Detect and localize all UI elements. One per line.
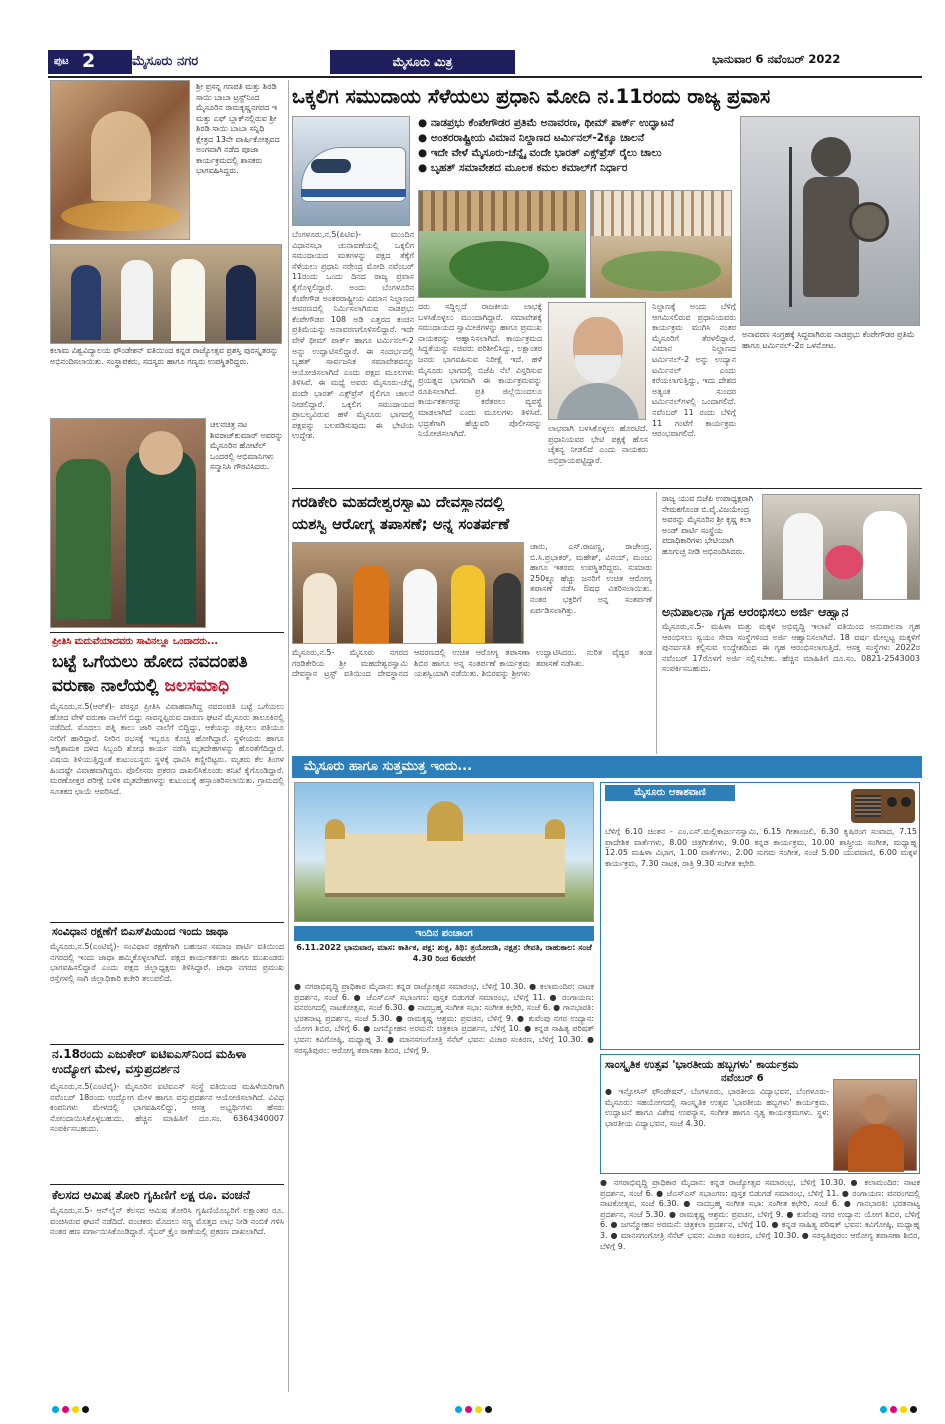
today-title: ಮೈಸೂರು ಹಾಗೂ ಸುತ್ತಮುತ್ತ ಇಂದು... xyxy=(304,759,473,774)
shivarajkumar-caption: ಚಲನಚಿತ್ರ ನಟ ಶಿವರಾಜ್‌ಕುಮಾರ್ ಅವರನ್ನು ಮೈಸೂರಿನ ಹೋಟೆಲ್ ಒಂದರಲ್ಲಿ ಅಭಿಮಾನಿಗಳು ಸನ್ಮಾನಿಸಿ ಗೌರವಿಸಿದರು. xyxy=(210,420,284,471)
garadi-headline-2: ಯಶಸ್ವಿ ಆರೋಗ್ಯ ತಪಾಸಣೆ; ಅನ್ನ ಸಂತರ್ಪಣೆ xyxy=(292,515,510,533)
reg-mark-yellow-3 xyxy=(900,1406,907,1413)
page-number: 2 xyxy=(82,50,96,72)
lead-bullets xyxy=(418,116,734,186)
column-divider xyxy=(288,80,289,1392)
rule-left-2 xyxy=(50,922,284,923)
reg-mark-black xyxy=(82,1406,89,1413)
bsp-story: ಮೈಸೂರು,ನ.5(ಎಂಟಿವೈ)- ಸಂವಿಧಾನ ರಕ್ಷಣೆಗಾಗಿ ಬಹುಜನ ಸಮಾಜ ಪಾರ್ಟಿ ವತಿಯಿಂದ ನಗರದಲ್ಲಿ ಇಂದು ಜಾಥಾ ಹಮ್ಮಿಕೊಳ್ಳಲಾಗಿದೆ. ಪಕ್ಷದ ಕಾರ್ಯಕರ್ತರು ಹಾಗೂ ಮುಖಂಡರು ಭಾಗವಹಿಸಲಿದ್ದಾರೆ ಎಂದು ಪಕ್ಷದ ಜಿಲ್ಲಾಧ್ಯಕ್ಷರು ತಿಳಿಸಿದ್ದಾರೆ. ಜಾಥಾ ನಗರದ ಪ್ರಮುಖ ರಸ್ತೆಗಳಲ್ಲಿ ಸಾಗಿ ಜಿಲ್ಲಾಧಿಕಾರಿ ಕಚೇರಿ ತಲುಪಲಿದೆ. xyxy=(50,942,284,983)
culture-text: ● ಇನ್ಫೋಸಿಸ್ ಫೌಂಡೇಷನ್, ಬೆಂಗಳೂರು, ಭಾರತೀಯ ವಿದ್ಯಾಭವನ, ಬೆಂಗಳೂರು-ಮೈಸೂರು: ಸಹಯೋಗದಲ್ಲಿ ಸಾಂಸ್ಕೃತಿಕ ಉತ್ಸವ 'ಭಾರತೀಯ ಹಬ್ಬಗಳು' ಕಾರ್ಯಕ್ರಮ. ಉದ್ಘಾಟನೆ ಹಾಗೂ ವಿಶೇಷ ಉಪನ್ಯಾಸ, ಸಂಗೀತ ಹಾಗೂ ನೃತ್ಯ ಕಾರ್ಯಕ್ರಮಗಳು. ಸ್ಥಳ: ಭಾರತೀಯ ವಿದ್ಯಾಭವನ, ಸಂಜೆ 4.30. xyxy=(605,1087,829,1128)
rule-left-4 xyxy=(50,1184,284,1185)
rule-garadi xyxy=(656,492,657,754)
lead-column-1: ಬೆಂಗಳೂರು,ನ.5(ಪಿಟಿಐ)- ಮುಂದಿನ ವಿಧಾನಸಭಾ ಚುನಾವಣೆಯಲ್ಲಿ ಒಕ್ಕಲಿಗ ಸಮುದಾಯದ ಮತಗಳನ್ನು ಪಕ್ಷದ ತೆಕ್ಕೆಗೆ ಸೆಳೆಯಲು ಪ್ರಧಾನಿ ನರೇಂದ್ರ ಮೋದಿ ನವೆಂಬರ್ 11ರಂದು ಒಂದು ದಿನದ ರಾಜ್ಯ ಪ್ರವಾಸ ಕೈಗೊಳ್ಳಲಿದ್ದಾರೆ. ಅಂದು ಬೆಂಗಳೂರಿನ ಕೆಂಪೇಗೌಡ ಅಂತರರಾಷ್ಟ್ರೀಯ ವಿಮಾನ ನಿಲ್ದಾಣದ ಆವರಣದಲ್ಲಿ ನಿರ್ಮಿಸಲಾಗಿರುವ ನಾಡಪ್ರಭು ಕೆಂಪೇಗೌಡರ 108 ಅಡಿ ಎತ್ತರದ ಕಂಚಿನ ಪ್ರತಿಮೆಯನ್ನು ಅನಾವರಣಗೊಳಿಸಲಿದ್ದಾರೆ. ಇದೇ ವೇಳೆ ಥೀಮ್ ಪಾರ್ಕ್ ಹಾಗೂ ಟರ್ಮಿನಲ್-2 ಅನ್ನು ಉದ್ಘಾಟಿಸಲಿದ್ದಾರೆ. ಈ ಸಂದರ್ಭದಲ್ಲಿ ಬೃಹತ್ ಸಾರ್ವಜನಿಕ ಸಮಾವೇಶವನ್ನೂ ಆಯೋಜಿಸಲಾಗಿದೆ ಎಂದು ಪಕ್ಷದ ಮೂಲಗಳು ತಿಳಿಸಿವೆ. ಈ ಮಧ್ಯೆ ಅವರು ಮೈಸೂರು-ಚೆನ್ನೈ ವಂದೇ ಭಾರತ್ ಎಕ್ಸ್‌ಪ್ರೆಸ್ ರೈಲಿಗೂ ಚಾಲನೆ ನೀಡಲಿದ್ದಾರೆ. ಒಕ್ಕಲಿಗ ಸಮುದಾಯದ ಪ್ರಾಬಲ್ಯವಿರುವ ಹಳೆ ಮೈಸೂರು ಭಾಗದಲ್ಲಿ ಪಕ್ಷವನ್ನು ಬಲಪಡಿಸುವುದು ಈ ಭೇಟಿಯ ಉದ್ದೇಶ. xyxy=(292,230,414,441)
reg-mark-cyan-2 xyxy=(455,1406,462,1413)
temple-pooja-photo xyxy=(50,80,190,240)
culture-title: ಸಾಂಸ್ಕೃತಿಕ ಉತ್ಸವ 'ಭಾರತೀಯ ಹಬ್ಬಗಳು' ಕಾರ್ಯಕ್ರಮ xyxy=(605,1058,799,1071)
reg-mark-cyan-3 xyxy=(880,1406,887,1413)
reg-mark-magenta-3 xyxy=(890,1406,897,1413)
shivarajkumar-photo xyxy=(50,418,206,628)
drowning-headline-1: ಬಟ್ಟೆ ಒಗೆಯಲು ಹೋದ ನವದಂಪತಿ xyxy=(52,652,248,672)
drowning-story: ಮೈಸೂರು,ನ.5(ಆರ್‌ಕೆ)- ಪರಸ್ಪರ ಪ್ರೀತಿಸಿ ವಿವಾಹವಾಗಿದ್ದ ನವದಂಪತಿ ಬಟ್ಟೆ ಒಗೆಯಲು ಹೋದ ವೇಳೆ ವರುಣಾ ನಾಲೆಗೆ ಬಿದ್ದು ಸಾವನ್ನಪ್ಪಿರುವ ದಾರುಣ ಘಟನೆ ಮೈಸೂರು ತಾಲೂಕಿನಲ್ಲಿ ನಡೆದಿದೆ. ಮೊದಲು ಪತ್ನಿ ಕಾಲು ಜಾರಿ ನಾಲೆಗೆ ಬಿದ್ದಿದ್ದು, ಆಕೆಯನ್ನು ರಕ್ಷಿಸಲು ಪತಿಯೂ ನೀರಿಗೆ ಹಾರಿದ್ದಾರೆ. ನೀರಿನ ರಭಸಕ್ಕೆ ಇಬ್ಬರೂ ಕೊಚ್ಚಿ ಹೋಗಿದ್ದಾರೆ. ಸ್ಥಳೀಯರು ಹಾಗೂ ಅಗ್ನಿಶಾಮಕ ದಳದ ಸಿಬ್ಬಂದಿ ಶೋಧ ಕಾರ್ಯ ನಡೆಸಿ ಮೃತದೇಹಗಳನ್ನು ಹೊರತೆಗೆದಿದ್ದಾರೆ. ವಿಷಯ ತಿಳಿಯುತ್ತಿದ್ದಂತೆ ಕುಟುಂಬಸ್ಥರು ಸ್ಥಳಕ್ಕೆ ಧಾವಿಸಿ ಕಣ್ಣೀರಿಟ್ಟರು. ಮೃತರು ಕೆಲ ತಿಂಗಳ ಹಿಂದಷ್ಟೇ ವಿವಾಹವಾಗಿದ್ದರು. ಪೊಲೀಸರು ಪ್ರಕರಣ ದಾಖಲಿಸಿಕೊಂಡು ತನಿಖೆ ಕೈಗೊಂಡಿದ್ದಾರೆ. ಮರಣೋತ್ತರ ಪರೀಕ್ಷೆ ಬಳಿಕ ಮೃತದೇಹಗಳನ್ನು ಕುಟುಂಬಕ್ಕೆ ಹಸ್ತಾಂತರಿಸಲಾಯಿತು. ಗ್ರಾಮದಲ್ಲಿ ಸೂತಕದ ಛಾಯೆ ಆವರಿಸಿದೆ. xyxy=(50,702,284,796)
issue-date: ಭಾನುವಾರ 6 ನವೆಂಬರ್ 2022 xyxy=(712,52,841,66)
today-listing: ● ನಗರಾಭಿವೃದ್ಧಿ ಪ್ರಾಧಿಕಾರ ಮೈದಾನ: ಕನ್ನಡ ರಾಜ್ಯೋತ್ಸವ ಸಮಾರಂಭ, ಬೆಳಿಗ್ಗೆ 10.30. ● ಕಲಾಮಂದಿರ: ನಾಟಕ ಪ್ರದರ್ಶನ, ಸಂಜೆ 6. ● ಜೆಎಸ್‌ಎಸ್ ಸಭಾಂಗಣ: ಪುಸ್ತಕ ಬಿಡುಗಡೆ ಸಮಾರಂಭ, ಬೆಳಿಗ್ಗೆ 11. ● ರಂಗಾಯಣ: ವನರಂಗದಲ್ಲಿ ನಾಟಕೋತ್ಸವ, ಸಂಜೆ 6.30. ● ನಾದಬ್ರಹ್ಮ ಸಂಗೀತ ಸಭಾ: ಸಂಗೀತ ಕಛೇರಿ, ಸಂಜೆ 6. ● ಗಾನಭಾರತಿ: ಭರತನಾಟ್ಯ ಪ್ರದರ್ಶನ, ಸಂಜೆ 5.30. ● ರಾಮಕೃಷ್ಣ ಆಶ್ರಮ: ಪ್ರವಚನ, ಬೆಳಿಗ್ಗೆ 9. ● ಕುವೆಂಪು ನಗರ ಉದ್ಯಾನ: ಯೋಗ ಶಿಬಿರ, ಬೆಳಿಗ್ಗೆ 6. ● ಜಗನ್ಮೋಹನ ಅರಮನೆ: ಚಿತ್ರಕಲಾ ಪ್ರದರ್ಶನ, ಬೆಳಿಗ್ಗೆ 10. ● ಕನ್ನಡ ಸಾಹಿತ್ಯ ಪರಿಷತ್ ಭವನ: ಕವಿಗೋಷ್ಠಿ, ಮಧ್ಯಾಹ್ನ 3. ● ಮಾನಸಗಂಗೋತ್ರಿ ಸೆನೆಟ್ ಭವನ: ವಿಚಾರ ಸಂಕಿರಣ, ಬೆಳಿಗ್ಗೆ 10.30. ● ಸರಸ್ವತಿಪುರಂ: ಆರೋಗ್ಯ ತಪಾಸಣಾ ಶಿಬಿರ, ಬೆಳಿಗ್ಗೆ 9. xyxy=(294,982,594,1055)
garadi-headline-1: ಗರಡಿಕೇರಿ ಮಹದೇಶ್ವರಸ್ವಾಮಿ ದೇವಸ್ಥಾನದಲ್ಲಿ xyxy=(292,493,505,511)
rule-left-3 xyxy=(50,1044,284,1045)
garadi-side-text: ಚಾರು, ಎಸ್.ರಾಜಣ್ಣ, ರಾಜೇಂದ್ರ, ಬಿ.ಸಿ.ಪ್ರಭಾಕರ್, ಮಹೇಶ್, ವಿನಯ್, ಮಂಜು ಹಾಗೂ ಇತರರು ಉಪಸ್ಥಿತರಿದ್ದರು. ಸುಮಾರು 250ಕ್ಕೂ ಹೆಚ್ಚು ಜನರಿಗೆ ಉಚಿತ ಆರೋಗ್ಯ ತಪಾಸಣೆ ನಡೆಸಿ ಔಷಧ ವಿತರಿಸಲಾಯಿತು. ನಂತರ ಭಕ್ತರಿಗೆ ಅನ್ನ ಸಂತರ್ಪಣೆ ಏರ್ಪಡಿಸಲಾಗಿತ್ತು. xyxy=(530,542,652,615)
drowning-headline-2: ವರುಣಾ ನಾಲೆಯಲ್ಲಿ xyxy=(52,676,159,696)
story-kicker: ಪ್ರೀತಿಸಿ ಮದುವೆಯಾದವರು ಸಾವಿನಲ್ಲೂ ಒಂದಾದರು... xyxy=(52,636,218,647)
reg-mark-black-2 xyxy=(485,1406,492,1413)
anupalana-headline: ಅನುಪಾಲನಾ ಗೃಹ ಆರಂಭಿಸಲು ಅರ್ಜಿ ಆಹ್ವಾನ xyxy=(662,604,849,619)
culture-box xyxy=(600,1054,920,1174)
award-felicitation-photo xyxy=(50,244,282,344)
award-felicitation-caption: ಕಲಾಮ ವಿಶ್ವವಿದ್ಯಾಲಯ ಫೌಂಡೇಶನ್ ವತಿಯಿಂದ ಕನ್ನಡ ರಾಜ್ಯೋತ್ಸವ ಪ್ರಶಸ್ತಿ ಪುರಸ್ಕೃತರನ್ನು ಅಭಿನಂದಿಸಲಾಯಿತು. ಸಂಸ್ಥಾಪಕರು, ಸದಸ್ಯರು ಹಾಗೂ ಗಣ್ಯರು ಉಪಸ್ಥಿತರಿದ್ದರು. xyxy=(50,346,279,366)
lead-column-2: ದರು ಸದ್ದಿಲ್ಲದೆ ರಾಜಕೀಯ ಲಾಭಕ್ಕೆ ಬಳಸಿಕೊಳ್ಳಲು ಮುಂದಾಗಿದ್ದಾರೆ. ಸಮಾವೇಶಕ್ಕೆ ಸಮುದಾಯದ ಸ್ವಾಮೀಜಿಗಳನ್ನು ಹಾಗೂ ಪ್ರಮುಖ ನಾಯಕರನ್ನು ಆಹ್ವಾನಿಸಲಾಗಿದೆ. ಕಾರ್ಯಕ್ರಮದ ಸಿದ್ಧತೆಯನ್ನು ಸಚಿವರು ಪರಿಶೀಲಿಸಿದ್ದು, ಲಕ್ಷಾಂತರ ಜನರು ಭಾಗವಹಿಸುವ ನಿರೀಕ್ಷೆ ಇದೆ. ಹಳೆ ಮೈಸೂರು ಭಾಗದಲ್ಲಿ ಬಿಜೆಪಿ ನೆಲೆ ವಿಸ್ತರಿಸುವ ಪ್ರಯತ್ನದ ಭಾಗವಾಗಿ ಈ ಕಾರ್ಯಕ್ರಮವನ್ನು ರೂಪಿಸಲಾಗಿದೆ. ಪ್ರತಿ ಜಿಲ್ಲೆಯಿಂದಲೂ ಕಾರ್ಯಕರ್ತರನ್ನು ಕರೆತರಲು ವ್ಯವಸ್ಥೆ ಮಾಡಲಾಗಿದೆ ಎಂದು ಮೂಲಗಳು ತಿಳಿಸಿವೆ. ಭದ್ರತೆಗಾಗಿ ಹೆಚ್ಚುವರಿ ಪೊಲೀಸರನ್ನು ನಿಯೋಜಿಸಲಾಗಿದೆ. xyxy=(418,302,542,439)
page-number-box xyxy=(48,50,132,74)
header-rule xyxy=(48,76,922,78)
lead-bullet-4: ● ಬೃಹತ್ ಸಮಾವೇಶದ ಮೂಲಕ ಕಮಲ ಕಮಾಲ್‌ಗೆ ನಿರ್ಧಾರ xyxy=(418,162,628,174)
panchanga-title: ಇಂದಿನ ಪಂಚಾಂಗ xyxy=(294,926,594,941)
reg-mark-black-3 xyxy=(910,1406,917,1413)
fraud-story: ಮೈಸೂರು,ನ.5- ಆನ್‌ಲೈನ್ ಕೆಲಸದ ಆಮಿಷ ತೋರಿಸಿ ಗೃಹಿಣಿಯೊಬ್ಬರಿಗೆ ಲಕ್ಷಾಂತರ ರೂ. ವಂಚಿಸಿರುವ ಘಟನೆ ನಡೆದಿದೆ. ವಂಚಕರು ಮೊದಲು ಸಣ್ಣ ಮೊತ್ತದ ಲಾಭ ನೀಡಿ ನಂಬಿಕೆ ಗಳಿಸಿ ನಂತರ ಹಣ ವರ್ಗಾಯಿಸಿಕೊಂಡಿದ್ದಾರೆ. ಸೈಬರ್ ಕ್ರೈಂ ಠಾಣೆಯಲ್ಲಿ ಪ್ರಕರಣ ದಾಖಲಾಗಿದೆ. xyxy=(50,1206,284,1237)
statue-caption: ಅನಾವರಣ ಸಂಗ್ರಹಕ್ಕೆ ಸಿದ್ಧವಾಗಿರುವ ನಾಡಪ್ರಭು ಕೆಂಪೇಗೌಡರ ಪ್ರತಿಮೆ ಹಾಗೂ ಟರ್ಮಿನಲ್-2ರ ಒಳನೋಟ. xyxy=(742,330,915,350)
lead-bullet-1: ● ನಾಡಪ್ರಭು ಕೆಂಪೇಗೌಡರ ಪ್ರತಿಮೆ ಅನಾವರಣ, ಥೀಮ್ ಪಾರ್ಕ್ ಉದ್ಘಾಟನೆ xyxy=(418,117,674,129)
job-fair-headline: ನ.18ರಂದು ಎಜುಕೇರ್ ಐಟಿಐಎಸ್‌ನಿಂದ ಮಹಿಳಾ ಉದ್ಯೋಗ ಮೇಳ, ವಸ್ತುಪ್ರದರ್ಶನ xyxy=(52,1047,247,1076)
mysore-palace-photo xyxy=(294,782,594,922)
vijayendra-photo xyxy=(762,494,920,600)
bsp-headline: ಸಂವಿಧಾನ ರಕ್ಷಣೆಗೆ ಬಿಎಸ್‌ಪಿಯಿಂದ ಇಂದು ಜಾಥಾ xyxy=(52,925,229,938)
rule-left-1 xyxy=(50,632,284,633)
rule-lead xyxy=(292,488,922,489)
section-name: ಮೈಸೂರು ನಗರ xyxy=(132,54,199,69)
pm-modi-portrait xyxy=(548,302,646,420)
reg-mark-yellow xyxy=(72,1406,79,1413)
masthead: ಮೈಸೂರು ಮಿತ್ರ xyxy=(330,50,515,74)
anupalana-story: ಮೈಸೂರು,ನ.5- ಮಹಿಳಾ ಮತ್ತು ಮಕ್ಕಳ ಅಭಿವೃದ್ಧಿ ಇಲಾಖೆ ವತಿಯಿಂದ ಅನುಪಾಲನಾ ಗೃಹ ಆರಂಭಿಸಲು ಸ್ವಯಂ ಸೇವಾ ಸಂಸ್ಥೆಗಳಿಂದ ಅರ್ಜಿ ಆಹ್ವಾನಿಸಲಾಗಿದೆ. 18 ವರ್ಷ ಮೇಲ್ಪಟ್ಟ ಮಕ್ಕಳಿಗೆ ಪುನರ್ವಸತಿ ಕಲ್ಪಿಸುವ ಉದ್ದೇಶದಿಂದ ಈ ಗೃಹ ಆರಂಭಿಸಲಾಗುತ್ತಿದೆ. ಆಸಕ್ತ ಸಂಸ್ಥೆಗಳು 2022ರ ನವೆಂಬರ್ 17ರೊಳಗೆ ಅರ್ಜಿ ಸಲ್ಲಿಸಬೇಕು. ಹೆಚ್ಚಿನ ಮಾಹಿತಿಗೆ ದೂ.ಸಂ. 0821-2543003 ಸಂಪರ್ಕಿಸಬಹುದು. xyxy=(662,622,920,674)
reg-mark-yellow-2 xyxy=(475,1406,482,1413)
lead-headline: ಒಕ್ಕಲಿಗ ಸಮುದಾಯ ಸೆಳೆಯಲು ಪ್ರಧಾನಿ ಮೋದಿ ನ.11ರಂದು ರಾಜ್ಯ ಪ್ರವಾಸ xyxy=(292,85,771,108)
reg-mark-magenta-2 xyxy=(465,1406,472,1413)
job-fair-story: ಮೈಸೂರು,ನ.5(ಎಂಟಿವೈ)- ಮೈಸೂರಿನ ಐಟಿಐಎಸ್ ಸಂಸ್ಥೆ ವತಿಯಿಂದ ಮಹಿಳೆಯರಿಗಾಗಿ ನವೆಂಬರ್ 18ರಂದು ಉದ್ಯೋಗ ಮೇಳ ಹಾಗೂ ವಸ್ತುಪ್ರದರ್ಶನ ಆಯೋಜಿಸಲಾಗಿದೆ. ವಿವಿಧ ಕಂಪನಿಗಳು ಮೇಳದಲ್ಲಿ ಭಾಗವಹಿಸಲಿದ್ದು, ಆಸಕ್ತ ಅಭ್ಯರ್ಥಿಗಳು ಹೆಸರು ನೋಂದಾಯಿಸಿಕೊಳ್ಳಬಹುದು. ಹೆಚ್ಚಿನ ಮಾಹಿತಿಗೆ ದೂ.ಸಂ. 6364340007 ಸಂಪರ್ಕಿಸಬಹುದು. xyxy=(50,1082,284,1134)
radio-box xyxy=(600,782,920,1050)
garadi-story: ಮೈಸೂರು,ನ.5- ಮೈಸೂರು ನಗರದ ಗರಡಿಕೇರಿಯ ಶ್ರೀ ಮಹದೇಶ್ವರಸ್ವಾಮಿ ದೇವಸ್ಥಾನ ಟ್ರಸ್ಟ್ ವತಿಯಿಂದ ದೇವಸ್ಥಾನದ ಆವರಣದಲ್ಲಿ ಉಚಿತ ಆರೋಗ್ಯ ತಪಾಸಣಾ ಶಿಬಿರ ಹಾಗೂ ಅನ್ನ ಸಂತರ್ಪಣೆ ಕಾರ್ಯಕ್ರಮ ಯಶಸ್ವಿಯಾಗಿ ನಡೆಯಿತು. ಶಿಬಿರವನ್ನು ಶ್ರೀಗಳು ಉದ್ಘಾಟಿಸಿದರು. ನುರಿತ ವೈದ್ಯರ ತಂಡ ತಪಾಸಣೆ ನಡೆಸಿತು. xyxy=(292,648,652,679)
vande-bharat-train-photo xyxy=(292,116,410,226)
drowning-headline-3: ಜಲಸಮಾಧಿ xyxy=(164,676,230,696)
today-banner xyxy=(292,756,922,778)
lead-column-3: ಲಾಭವಾಗಿ ಬಳಸಿಕೊಳ್ಳಲು ಹೊರಟಿದೆ. ಪ್ರಧಾನಿಯವರ ಭೇಟಿ ಪಕ್ಷಕ್ಕೆ ಹೊಸ ಚೈತನ್ಯ ನೀಡಲಿದೆ ಎಂದು ನಾಯಕರು ಅಭಿಪ್ರಾಯಪಟ್ಟಿದ್ದಾರೆ. xyxy=(548,424,648,465)
page-label: ಪುಟ xyxy=(54,56,69,67)
panchanga-text: 6.11.2022 ಭಾನುವಾರ, ಮಾಸ: ಕಾರ್ತಿಕ, ಪಕ್ಷ: ಶುಕ್ಲ, ತಿಥಿ: ತ್ರಯೋದಶಿ, ನಕ್ಷತ್ರ: ರೇವತಿ, ರಾಹುಕಾಲ: ಸಂಜೆ 4.30 ರಿಂದ 6ರವರೆಗೆ xyxy=(296,943,592,963)
reg-mark-cyan xyxy=(52,1406,59,1413)
reg-mark-magenta xyxy=(62,1406,69,1413)
culture-date: ನವೆಂಬರ್ 6 xyxy=(721,1073,764,1084)
temple-pooja-caption: ಶ್ರೀ ಪ್ರಸನ್ನ ಗಣಪತಿ ಮತ್ತು ಶಿರಡಿ ಸಾಯಿ ಬಾಬಾ ಟ್ರಸ್ಟ್‌ನಿಂದ ಮೈಸೂರಿನ ರಾಮಕೃಷ್ಣನಗರದ ಇ ಮತ್ತು ಎಫ್ ಬ್ಲಾಕ್‌ನಲ್ಲಿರುವ ಶ್ರೀ ಶಿರಡಿ ಸಾಯಿ ಬಾಬಾ ಸನ್ನಿಧಿ ಕ್ಷೇತ್ರದ 13ನೇ ವಾರ್ಷಿಕೋತ್ಸವದ ಅಂಗವಾಗಿ ನಡೆದ ಪೂಜಾ ಕಾರ್ಯಕ್ರಮದಲ್ಲಿ ಶಾಸಕರು ಭಾಗವಹಿಸಿದ್ದರು. xyxy=(196,82,280,175)
lead-bullet-2: ● ಅಂತರರಾಷ್ಟ್ರೀಯ ವಿಮಾನ ನಿಲ್ದಾಣದ ಟರ್ಮಿನಲ್-2ಕ್ಕೂ ಚಾಲನೆ xyxy=(418,132,645,144)
fraud-headline: ಕೆಲಸದ ಆಮಿಷ ತೋರಿ ಗೃಹಿಣಿಗೆ ಲಕ್ಷ ರೂ. ವಂಚನೆ xyxy=(52,1188,250,1202)
lead-bullet-3: ● ಇದೇ ವೇಳೆ ಮೈಸೂರು-ಚೆನ್ನೈ ವಂದೇ ಭಾರತ್ ಎಕ್ಸ್‌ಪ್ರೆಸ್ ರೈಲು ಚಾಲು xyxy=(418,147,662,159)
kempegowda-statue-photo xyxy=(740,116,920,326)
culture-more: ● ನಗರಾಭಿವೃದ್ಧಿ ಪ್ರಾಧಿಕಾರ ಮೈದಾನ: ಕನ್ನಡ ರಾಜ್ಯೋತ್ಸವ ಸಮಾರಂಭ, ಬೆಳಿಗ್ಗೆ 10.30. ● ಕಲಾಮಂದಿರ: ನಾಟಕ ಪ್ರದರ್ಶನ, ಸಂಜೆ 6. ● ಜೆಎಸ್‌ಎಸ್ ಸಭಾಂಗಣ: ಪುಸ್ತಕ ಬಿಡುಗಡೆ ಸಮಾರಂಭ, ಬೆಳಿಗ್ಗೆ 11. ● ರಂಗಾಯಣ: ವನರಂಗದಲ್ಲಿ ನಾಟಕೋತ್ಸವ, ಸಂಜೆ 6.30. ● ನಾದಬ್ರಹ್ಮ ಸಂಗೀತ ಸಭಾ: ಸಂಗೀತ ಕಛೇರಿ, ಸಂಜೆ 6. ● ಗಾನಭಾರತಿ: ಭರತನಾಟ್ಯ ಪ್ರದರ್ಶನ, ಸಂಜೆ 5.30. ● ರಾಮಕೃಷ್ಣ ಆಶ್ರಮ: ಪ್ರವಚನ, ಬೆಳಿಗ್ಗೆ 9. ● ಕುವೆಂಪು ನಗರ ಉದ್ಯಾನ: ಯೋಗ ಶಿಬಿರ, ಬೆಳಿಗ್ಗೆ 6. ● ಜಗನ್ಮೋಹನ ಅರಮನೆ: ಚಿತ್ರಕಲಾ ಪ್ರದರ್ಶನ, ಬೆಳಿಗ್ಗೆ 10. ● ಕನ್ನಡ ಸಾಹಿತ್ಯ ಪರಿಷತ್ ಭವನ: ಕವಿಗೋಷ್ಠಿ, ಮಧ್ಯಾಹ್ನ 3. ● ಮಾನಸಗಂಗೋತ್ರಿ ಸೆನೆಟ್ ಭವನ: ವಿಚಾರ ಸಂಕಿರಣ, ಬೆಳಿಗ್ಗೆ 10.30. ● ಸರಸ್ವತಿಪುರಂ: ಆರೋಗ್ಯ ತಪಾಸಣಾ ಶಿಬಿರ, ಬೆಳಿಗ್ಗೆ 9. xyxy=(600,1178,920,1251)
health-camp-photo xyxy=(292,542,524,644)
radio-title: ಮೈಸೂರು ಆಕಾಶವಾಣಿ xyxy=(605,785,735,801)
radio-listing: ಬೆಳಿಗ್ಗೆ 6.10 ಚಿಂತನ - ಎಂ.ಎಸ್.ಮಲ್ಲಿಕಾರ್ಜುನಸ್ವಾಮಿ, 6.15 ಗೀತಾಂಜಲಿ, 6.30 ಕೃಷಿರಂಗ ಸಂವಾದ, 7.15 ಪ್ರಾದೇಶಿಕ ವಾರ್ತೆಗಳು, 8.00 ಚಿತ್ರಗೀತೆಗಳು, 9.00 ಕನ್ನಡ ಕಾರ್ಯಕ್ರಮ, 10.00 ಶಾಸ್ತ್ರೀಯ ಸಂಗೀತ, ಮಧ್ಯಾಹ್ನ 12.05 ಮಹಿಳಾ ವಿಭಾಗ, 1.00 ವಾರ್ತೆಗಳು, 2.00 ಸುಗಮ ಸಂಗೀತ, ಸಂಜೆ 5.00 ಯುವವಾಣಿ, 6.00 ಮಕ್ಕಳ ಕಾರ್ಯಕ್ರಮ, 7.30 ನಾಟಕ, ರಾತ್ರಿ 9.30 ಸಂಗೀತ ಕಛೇರಿ. xyxy=(605,827,917,868)
terminal-garden-photo xyxy=(418,190,586,298)
vijayendra-caption: ರಾಜ್ಯ ಯುವ ಬಿಜೆಪಿ ಉಪಾಧ್ಯಕ್ಷರಾಗಿ ನೇಮಕಗೊಂಡ ಬಿ.ವೈ.ವಿಜಯೇಂದ್ರ ಅವರನ್ನು ಮೈಸೂರಿನ ಶ್ರೀ ಕೃಷ್ಣ ಕಲಾ ಅಂಡ್ ಪಾರ್ಟಿ ಸಂಸ್ಥೆಯ ಪದಾಧಿಕಾರಿಗಳು ಭೇಟಿಯಾಗಿ ಹೂಗುಚ್ಛ ನೀಡಿ ಅಭಿನಂದಿಸಿದರು. xyxy=(662,494,754,556)
radio-icon xyxy=(851,789,915,823)
speaker-photo xyxy=(833,1079,917,1171)
terminal-interior-photo xyxy=(590,190,732,298)
lead-column-4: ನಿಲ್ದಾಣಕ್ಕೆ ಅಂದು ಬೆಳಿಗ್ಗೆ ಆಗಮಿಸಲಿರುವ ಪ್ರಧಾನಿಯವರು ಕಾರ್ಯಕ್ರಮ ಮುಗಿಸಿ ನಂತರ ಮೈಸೂರಿಗೆ ತೆರಳಲಿದ್ದಾರೆ. ವಿಮಾನ ನಿಲ್ದಾಣದ ಟರ್ಮಿನಲ್-2 ಅನ್ನು ಉದ್ಯಾನ ಟರ್ಮಿನಲ್ ಎಂದು ಕರೆಯಲಾಗುತ್ತಿದ್ದು, ಇದು ದೇಶದ ಅತ್ಯಂತ ಸುಂದರ ಟರ್ಮಿನಲ್‌ಗಳಲ್ಲಿ ಒಂದಾಗಲಿದೆ. ನವೆಂಬರ್ 11 ರಂದು ಬೆಳಿಗ್ಗೆ 11 ಗಂಟೆಗೆ ಕಾರ್ಯಕ್ರಮ ಆರಂಭವಾಗಲಿದೆ. xyxy=(652,302,736,439)
